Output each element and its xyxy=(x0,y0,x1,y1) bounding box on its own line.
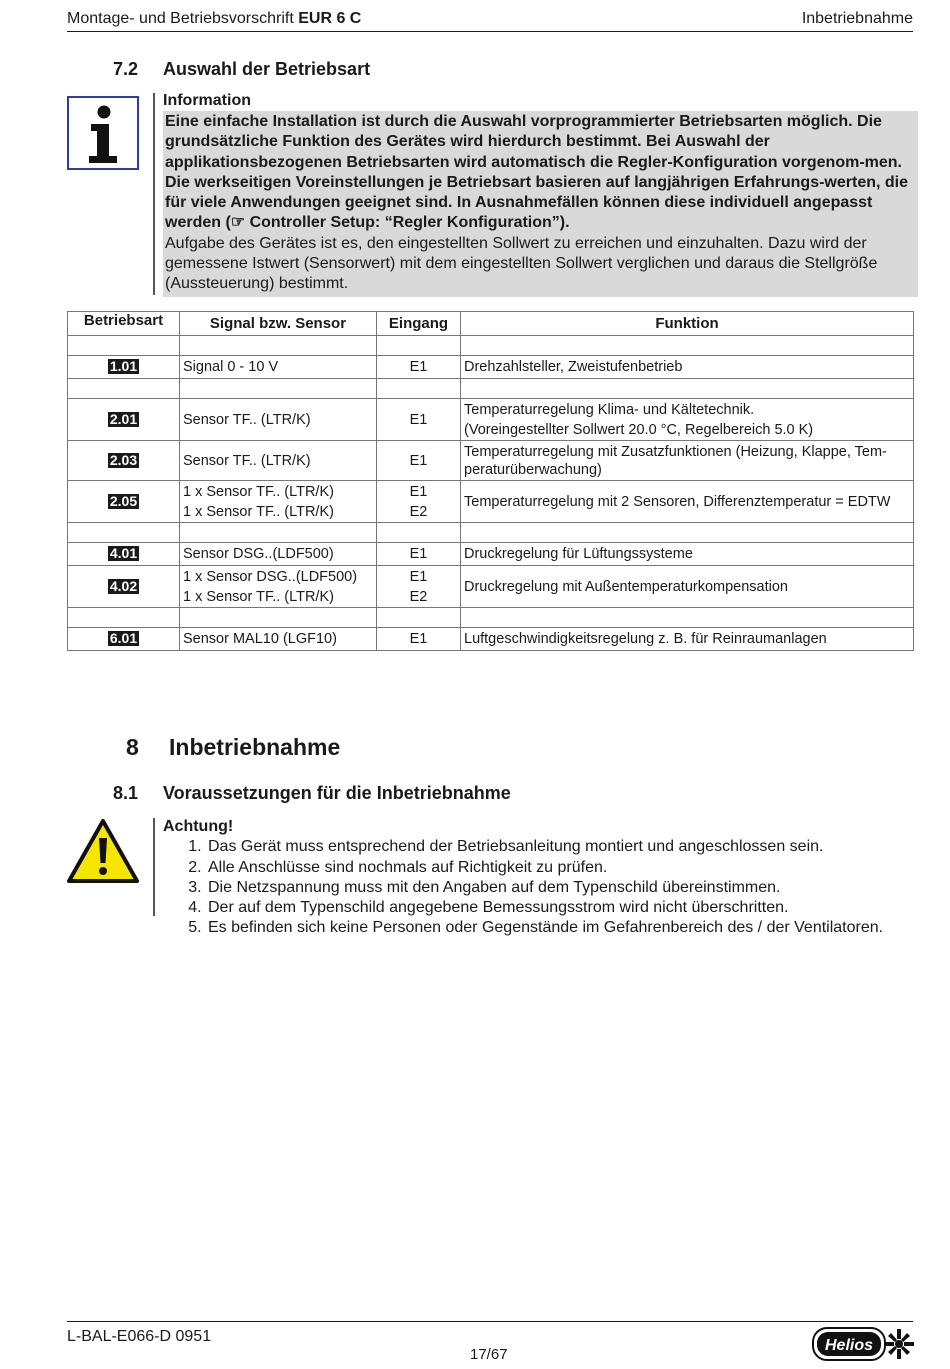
cell-sensor-line: 1 x Sensor TF.. (LTR/K) xyxy=(183,503,334,520)
cell-function: Druckregelung mit Außentemperaturkompensation xyxy=(461,566,914,608)
col-header-function: Funktion xyxy=(461,312,914,336)
section-7-2-heading: 7.2 Auswahl der Betriebsart xyxy=(113,59,371,79)
cell-input: E1 xyxy=(377,628,461,651)
table-row xyxy=(68,628,914,651)
col-header-sensor: Signal bzw. Sensor xyxy=(180,312,377,336)
table-row xyxy=(68,481,914,523)
mode-badge: 2.01 xyxy=(109,410,138,427)
warning-box xyxy=(163,817,883,939)
table-row xyxy=(68,543,914,566)
table-row xyxy=(68,566,914,608)
header-doc-title: Montage- und Betriebsvorschrift EUR 6 C xyxy=(67,10,362,27)
list-item: 3. Die Netzspannung muss mit den Angaben auf dem Typenschild übereinstimmen. xyxy=(206,878,883,898)
cell-sensor xyxy=(180,566,377,608)
cell-function xyxy=(461,399,914,441)
cell-function: Drehzahlsteller, Zweistufenbetrieb xyxy=(461,356,914,379)
mode-badge: 2.05 xyxy=(109,492,138,509)
info-title: Information xyxy=(163,92,251,109)
header-chapter: Inbetriebnahme xyxy=(801,10,913,27)
cell-input: E1 xyxy=(377,356,461,379)
info-bold-text: Eine einfache Installation ist durch die Auswahl vorprogrammierter Betriebsarten möglich. Die grundsätzliche Funktion des Gerätes wird hierdurch bestimmt. Bei Auswahl der applikationsbezogenen Betriebsarten wird automatisch die Regler-Konfiguration vorgenom-men. Die werkseitigen Voreinstellungen je Betriebsart basieren auf langjährigen Erfahrungs-werten, die für viele Anwendungen geeignet sind. In Ausnahmefällen können diese individuell angepasst werden (☞ Controller Setup: “Regler Konfiguration”). xyxy=(165,113,909,232)
cell-input: E1 xyxy=(377,399,461,441)
info-normal-text: Aufgabe des Gerätes ist es, den eingestellten Sollwert zu erreichen und einzuhalten. Dazu wird der gemessene Istwert (Sensorwert) mit dem eingestellten Sollwert verglichen und daraus die Stellgröße (Aussteuerung) bestimmt. xyxy=(165,234,878,293)
mode-badge: 2.03 xyxy=(109,451,138,468)
operating-mode-table xyxy=(67,311,914,651)
table-spacer-row xyxy=(68,379,914,399)
svg-text:Helios: Helios xyxy=(824,1337,874,1354)
cell-input: E1 xyxy=(377,441,461,481)
section-8-heading: 8 Inbetriebnahme xyxy=(126,734,341,760)
cell-function: Temperaturregelung mit Zusatzfunktionen (Heizung, Klappe, Tem-peraturüberwachung) xyxy=(461,441,914,481)
cell-sensor: Sensor TF.. (LTR/K) xyxy=(180,399,377,441)
cell-function: Luftgeschwindigkeitsregelung z. B. für Reinraumanlagen xyxy=(461,628,914,651)
table-row xyxy=(68,399,914,441)
cell-input-line: E1 xyxy=(409,483,428,500)
cell-function-line: (Voreingestellter Sollwert 20.0 °C, Regelbereich 5.0 K) xyxy=(464,421,814,438)
cell-input-line: E1 xyxy=(409,568,428,585)
footer-doc-code: L-BAL-E066-D 0951 xyxy=(67,1328,212,1345)
header-divider xyxy=(67,31,913,32)
cell-sensor-line: 1 x Sensor TF.. (LTR/K) xyxy=(183,483,334,500)
cell-input-line: E2 xyxy=(409,588,428,605)
warning-title: Achtung! xyxy=(163,818,234,835)
cell-function-line: Temperaturregelung Klima- und Kältetechnik. xyxy=(464,401,755,418)
mode-badge: 6.01 xyxy=(109,630,138,646)
table-header-row xyxy=(68,312,914,336)
footer-divider xyxy=(67,1321,913,1322)
info-text-block xyxy=(163,111,918,297)
cell-sensor xyxy=(180,481,377,523)
table-spacer-row xyxy=(68,336,914,356)
info-box xyxy=(163,91,918,297)
cell-sensor: Sensor DSG..(LDF500) xyxy=(180,543,377,566)
mode-badge: 4.02 xyxy=(109,577,138,594)
info-icon xyxy=(67,96,139,170)
helios-logo xyxy=(812,1325,914,1368)
cell-sensor: Sensor TF.. (LTR/K) xyxy=(180,441,377,481)
table-spacer-row xyxy=(68,523,914,543)
mode-badge: 1.01 xyxy=(109,358,138,374)
col-header-mode: Betriebsart xyxy=(68,312,180,336)
list-item: 2. Alle Anschlüsse sind nochmals auf Richtigkeit zu prüfen. xyxy=(206,858,883,878)
table-row xyxy=(68,441,914,481)
section-8-1-heading: 8.1 Voraussetzungen für die Inbetriebnahme xyxy=(113,783,511,803)
list-item: 4. Der auf dem Typenschild angegebene Bemessungsstrom wird nicht überschritten. xyxy=(206,898,883,918)
warning-icon xyxy=(66,818,140,889)
footer-page-number: 17/67 xyxy=(470,1346,508,1363)
cell-input-line: E2 xyxy=(409,503,428,520)
cell-sensor: Signal 0 - 10 V xyxy=(180,356,377,379)
list-item: 5. Es befinden sich keine Personen oder Gegenstände im Gefahrenbereich des / der Ventilatoren. xyxy=(206,918,883,938)
list-item: 1. Das Gerät muss entsprechend der Betriebsanleitung montiert und angeschlossen sein. xyxy=(206,837,883,857)
info-side-bar xyxy=(153,93,155,295)
cell-sensor-line: 1 x Sensor DSG..(LDF500) xyxy=(183,568,358,585)
warning-list xyxy=(163,837,883,938)
col-header-input: Eingang xyxy=(377,312,461,336)
cell-sensor: Sensor MAL10 (LGF10) xyxy=(180,628,377,651)
cell-function: Druckregelung für Lüftungssysteme xyxy=(461,543,914,566)
cell-input xyxy=(377,481,461,523)
warning-side-bar xyxy=(153,818,155,916)
cell-function: Temperaturregelung mit 2 Sensoren, Differenztemperatur = EDTW xyxy=(461,481,914,523)
cell-input xyxy=(377,566,461,608)
cell-input: E1 xyxy=(377,543,461,566)
cell-sensor-line: 1 x Sensor TF.. (LTR/K) xyxy=(183,588,334,605)
table-row xyxy=(68,356,914,379)
header-product: EUR 6 C xyxy=(298,10,362,27)
mode-badge: 4.01 xyxy=(109,545,138,561)
table-spacer-row xyxy=(68,608,914,628)
